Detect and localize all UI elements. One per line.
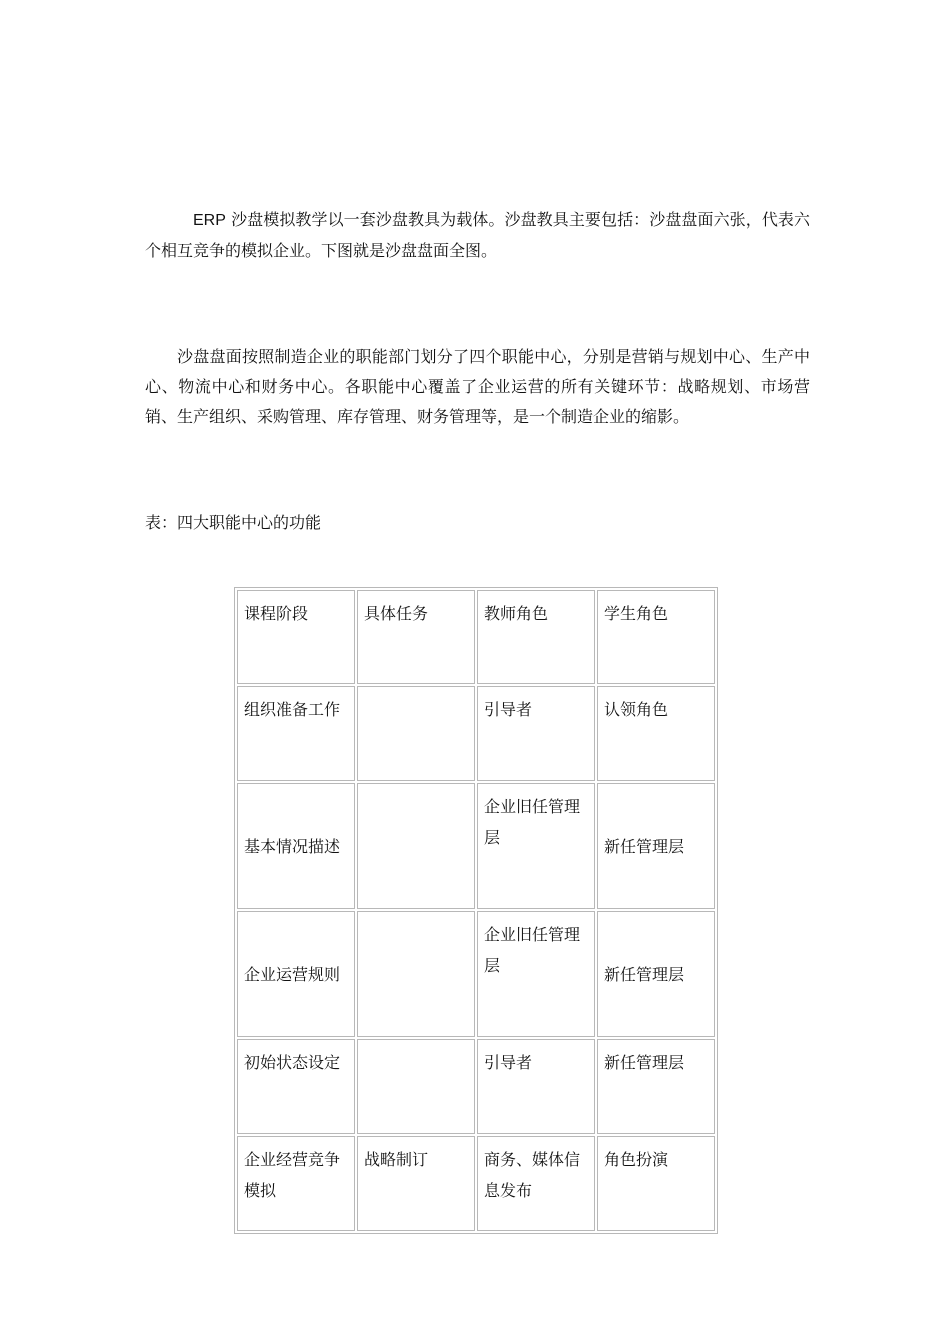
table-cell: 企业旧任管理层 <box>477 911 595 1037</box>
table-cell: 新任管理层 <box>597 911 715 1037</box>
table-cell: 新任管理层 <box>597 1039 715 1134</box>
table-cell: 战略制订 <box>357 1136 475 1231</box>
table-cell <box>357 783 475 909</box>
table-cell: 引导者 <box>477 1039 595 1134</box>
table-cell: 认领角色 <box>597 686 715 781</box>
header-cell-student-role: 学生角色 <box>597 590 715 684</box>
erp-term: ERP <box>193 212 226 229</box>
table-caption: 表：四大职能中心的功能 <box>145 513 322 532</box>
table-row <box>237 1136 715 1231</box>
table-cell: 角色扮演 <box>597 1136 715 1231</box>
table-cell: 商务、媒体信息发布 <box>477 1136 595 1231</box>
table-row <box>237 1039 715 1134</box>
table-cell <box>357 1039 475 1134</box>
intro-paragraph-text: 沙盘模拟教学以一套沙盘教具为载体。沙盘教具主要包括：沙盘盘面六张，代表六个相互竞争的模拟企业。下图就是沙盘盘面全图。 <box>145 210 810 260</box>
table-cell: 基本情况描述 <box>237 783 355 909</box>
table-cell: 企业运营规则 <box>237 911 355 1037</box>
table-row <box>237 911 715 1037</box>
header-cell-task: 具体任务 <box>357 590 475 684</box>
functional-centers-paragraph: 沙盘盘面按照制造企业的职能部门划分了四个职能中心，分别是营销与规划中心、生产中心、物流中心和财务中心。各职能中心覆盖了企业运营的所有关键环节：战略规划、市场营销、生产组织、采购管理、库存管理、财务管理等，是一个制造企业的缩影。 <box>145 347 810 426</box>
intro-paragraph <box>145 205 810 266</box>
table-cell: 新任管理层 <box>597 783 715 909</box>
table-cell <box>357 686 475 781</box>
table-cell: 组织准备工作 <box>237 686 355 781</box>
functions-table <box>234 587 718 1234</box>
table-cell <box>357 911 475 1037</box>
table-cell: 引导者 <box>477 686 595 781</box>
table-row <box>237 783 715 909</box>
table-cell: 企业经营竞争模拟 <box>237 1136 355 1231</box>
table-cell: 初始状态设定 <box>237 1039 355 1134</box>
table-row <box>237 686 715 781</box>
table-header-row <box>237 590 715 684</box>
header-cell-stage: 课程阶段 <box>237 590 355 684</box>
header-cell-teacher-role: 教师角色 <box>477 590 595 684</box>
table-cell: 企业旧任管理层 <box>477 783 595 909</box>
